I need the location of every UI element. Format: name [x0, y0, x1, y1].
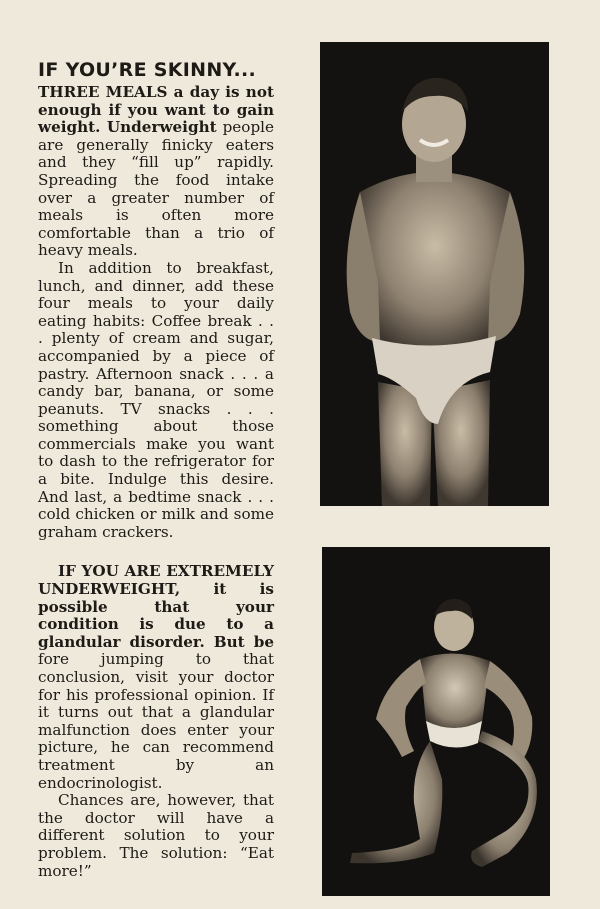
- paragraph-3-body: fore jumping to that conclusion, visit your doctor for his professional opinion. If it turns out that a glandular malfunction does enter your picture, he can recommend treatment by an endocrinologist.: [38, 650, 274, 792]
- paragraph-1-body: people are generally finicky eaters and they “fill up” rapidly. Spreading the food intake over a greater number of meals is often more comfortable than a trio of heavy meals.: [38, 118, 275, 260]
- photo-standing-bodybuilder: [320, 42, 549, 506]
- paragraph-3: [38, 563, 274, 792]
- paragraph-2: In addition to breakfast, lunch, and dinner, add these four meals to your daily eating habits: Coffee break . . . plenty of cream and sugar, accompanied by a piece of pastry. Afternoon snack . . . a candy bar, banana, or some peanuts. TV snacks . . . something about those commercials make you want to dash to the refrigerator for a bite. Indulge this desire. And last, a bedtime snack . . . cold chicken or milk and some graham crackers.: [38, 258, 274, 541]
- article-column: [38, 58, 274, 880]
- paragraph-1-lead: THREE MEALS a day is not enough if you want to gain weight. Underweight: [38, 83, 274, 137]
- photo-kneeling-young-man: [322, 547, 550, 896]
- paragraph-4: Chances are, however, that the doctor will have a different solution to your problem. The solution: “Eat more!”: [38, 791, 274, 880]
- article-heading: IF YOU’RE SKINNY...: [38, 59, 257, 81]
- paragraph-1: [38, 84, 274, 260]
- paragraph-3-lead: IF YOU ARE EXTREMELY UNDERWEIGHT, it is possible that your condition is due to a glandular disorder. But be: [38, 562, 274, 651]
